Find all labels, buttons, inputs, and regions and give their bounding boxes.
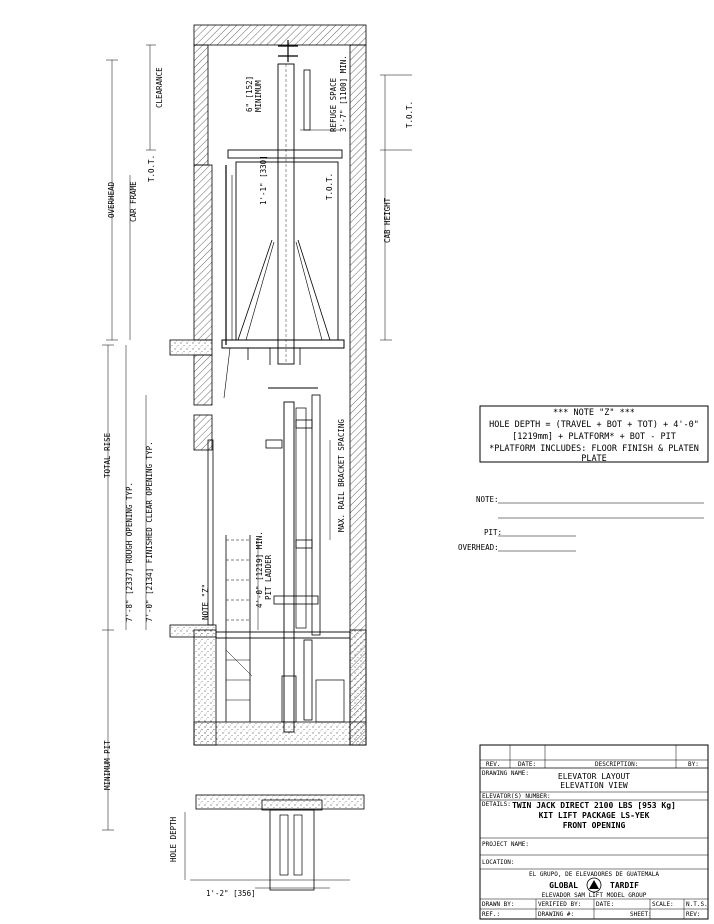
tb-elevator-number: ELEVATOR(S) NUMBER: bbox=[482, 793, 551, 800]
note-z-line2: [1219mm] + PLATFORM* + BOT - PIT bbox=[512, 432, 676, 442]
tb-company-small: EL GRUPO, DE ELEVADORES DE GUATEMALA bbox=[528, 871, 660, 878]
note-z-line4: PLATE bbox=[581, 454, 607, 464]
dimension-labels bbox=[103, 55, 414, 898]
tb-details-label: DETAILS: bbox=[482, 801, 511, 808]
tb-verified-by: VERIFIED BY: bbox=[538, 901, 582, 908]
tb-drawing-name-label: DRAWING NAME: bbox=[482, 770, 529, 777]
refuge-space-label: REFUGE SPACE bbox=[329, 77, 338, 132]
dim-1-1-label: 1'-1" [330] bbox=[259, 155, 268, 205]
tb-company-tag: ELEVADOR SAM LIFT MODEL GROUP bbox=[541, 892, 647, 899]
clearance-label: CLEARANCE bbox=[155, 67, 164, 108]
pit-ladder-graphic bbox=[226, 535, 252, 722]
overhead-label: OVERHEAD bbox=[107, 181, 116, 218]
tb-rev2: REV: bbox=[686, 911, 701, 918]
tb-drawing-name-1: ELEVATOR LAYOUT bbox=[557, 772, 631, 781]
pit-field-label: PIT: bbox=[484, 528, 503, 537]
tb-scale-value: N.T.S. bbox=[686, 901, 708, 908]
tb-sheet: SHEET: bbox=[630, 911, 652, 918]
total-rise-label: TOTAL RISE bbox=[103, 432, 112, 478]
car-frame-label: CAR FRAME bbox=[129, 181, 138, 222]
tot-right-top-label: T.O.T. bbox=[405, 100, 414, 128]
tb-date2: DATE: bbox=[596, 901, 615, 908]
tb-rev: REV. bbox=[486, 761, 501, 768]
refuge-value-label: 3'-7" [1100] MIN. bbox=[339, 55, 348, 132]
tb-by: BY: bbox=[688, 761, 699, 768]
note-field-label: NOTE: bbox=[476, 495, 499, 504]
tb-details-1: TWIN JACK DIRECT 2100 LBS [953 Kg] bbox=[512, 801, 676, 810]
tb-details-2: KIT LIFT PACKAGE LS-YEK bbox=[538, 811, 650, 820]
hole-depth-label: HOLE DEPTH bbox=[169, 816, 178, 862]
tb-drawn-by: DRAWN BY: bbox=[482, 901, 515, 908]
hole-detail bbox=[185, 795, 364, 890]
tb-details-3: FRONT OPENING bbox=[562, 821, 626, 830]
note-z-line3: *PLATFORM INCLUDES: FLOOR FINISH & PLATEN bbox=[489, 444, 699, 454]
tb-company-left: GLOBAL bbox=[549, 881, 578, 890]
tb-location: LOCATION: bbox=[482, 859, 515, 866]
tot-left-label: T.O.T. bbox=[147, 154, 156, 182]
minimum-pit-label: MINIMUM PIT bbox=[103, 740, 112, 790]
note-z-box bbox=[480, 406, 708, 464]
overhead-field-label: OVERHEAD: bbox=[458, 543, 499, 552]
tb-description: DESCRIPTION: bbox=[595, 761, 639, 768]
tb-scale: SCALE: bbox=[652, 901, 674, 908]
tb-date: DATE: bbox=[518, 761, 537, 768]
tb-project-name: PROJECT NAME: bbox=[482, 841, 529, 848]
pit-ladder-dim-label: 4'-0" [1219] MIN. bbox=[255, 531, 264, 608]
note-fields bbox=[458, 495, 704, 552]
pit-ladder-label: PIT LADDER bbox=[264, 554, 273, 600]
max-rail-bracket-label: MAX. RAIL BRACKET SPACING bbox=[337, 419, 346, 532]
note-z-line1: HOLE DEPTH = (TRAVEL + BOT + TOT) + 4'-0" bbox=[489, 420, 699, 430]
note-z-label: NOTE "Z" bbox=[201, 583, 210, 620]
bottom-dim-label: 1'-2" [356] bbox=[206, 889, 256, 898]
finished-opening-label: 7'-0" [2134] FINISHED CLEAR OPENING TYP. bbox=[145, 441, 154, 622]
minimum-word-label: MINIMUM bbox=[254, 80, 263, 112]
hoistway-walls bbox=[170, 25, 366, 745]
rough-opening-label: 7'-8" [2337] ROUGH OPENING TYP. bbox=[125, 482, 134, 622]
title-block bbox=[480, 745, 708, 919]
car-assembly bbox=[216, 40, 350, 732]
tb-company-right: TARDIF bbox=[610, 881, 639, 890]
tb-ref: REF.: bbox=[482, 911, 501, 918]
tb-drawing-name-2: ELEVATION VIEW bbox=[560, 781, 628, 790]
minimum-6-label: 6" [152] bbox=[245, 75, 254, 112]
cab-height-label: CAB HEIGHT bbox=[383, 197, 392, 243]
note-z-title: *** NOTE "Z" *** bbox=[553, 408, 635, 418]
tot-cab-label: T.O.T. bbox=[325, 172, 334, 200]
tb-drawing-no: DRAWING #: bbox=[538, 911, 575, 918]
